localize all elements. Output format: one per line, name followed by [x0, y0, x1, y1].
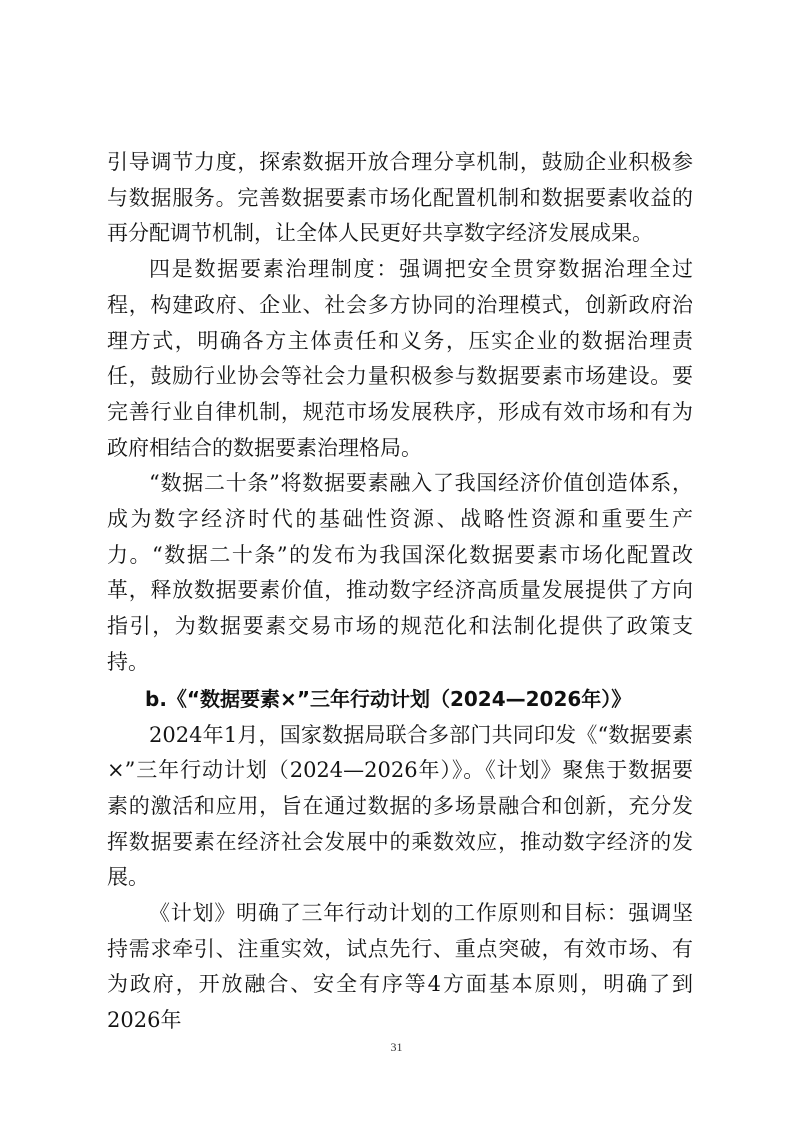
paragraph-action-plan-issued: 2024年1月，国家数据局联合多部门共同印发《“数据要素×”三年行动计划（2024—2026年）》。《计划》聚焦于数据要素的激活和应用，旨在通过数据的多场景融合和创新，充分发挥数据要素在经济社会发展中的乘数效应，推动数字经济的发展。: [107, 722, 693, 890]
paragraph-data-governance: 四是数据要素治理制度：强调把安全贯穿数据治理全过程，构建政府、企业、社会多方协同的治理模式，创新政府治理方式，明确各方主体责任和义务，压实企业的数据治理责任，鼓励行业协会等社会力量积极参与数据要素市场建设。要完善行业自律机制，规范市场发展秩序，形成有效市场和有为政府相结合的数据要素治理格局。: [107, 257, 693, 460]
section-heading: b.《“数据要素×”三年行动计划（2024—2026年）》: [145, 686, 632, 711]
paragraph-action-plan-principles: 《计划》明确了三年行动计划的工作原则和目标：强调坚持需求牵引、注重实效，试点先行、重点突破，有效市场、有为政府，开放融合、安全有序等4方面基本原则，明确了到2026年: [107, 901, 693, 1033]
paragraph-continuation: 引导调节力度，探索数据开放合理分享机制，鼓励企业积极参与数据服务。完善数据要素市场化配置机制和数据要素收益的再分配调节机制，让全体人民更好共享数字经济发展成果。: [107, 150, 693, 246]
body-text: [107, 145, 693, 1039]
page-number: 31: [390, 1040, 403, 1054]
paragraph-data-twenty-measures: “数据二十条”将数据要素融入了我国经济价值创造体系，成为数字经济时代的基础性资源、战略性资源和重要生产力。“数据二十条”的发布为我国深化数据要素市场化配置改革，释放数据要素价值，推动数字经济高质量发展提供了方向指引，为数据要素交易市场的规范化和法制化提供了政策支持。: [107, 471, 693, 674]
